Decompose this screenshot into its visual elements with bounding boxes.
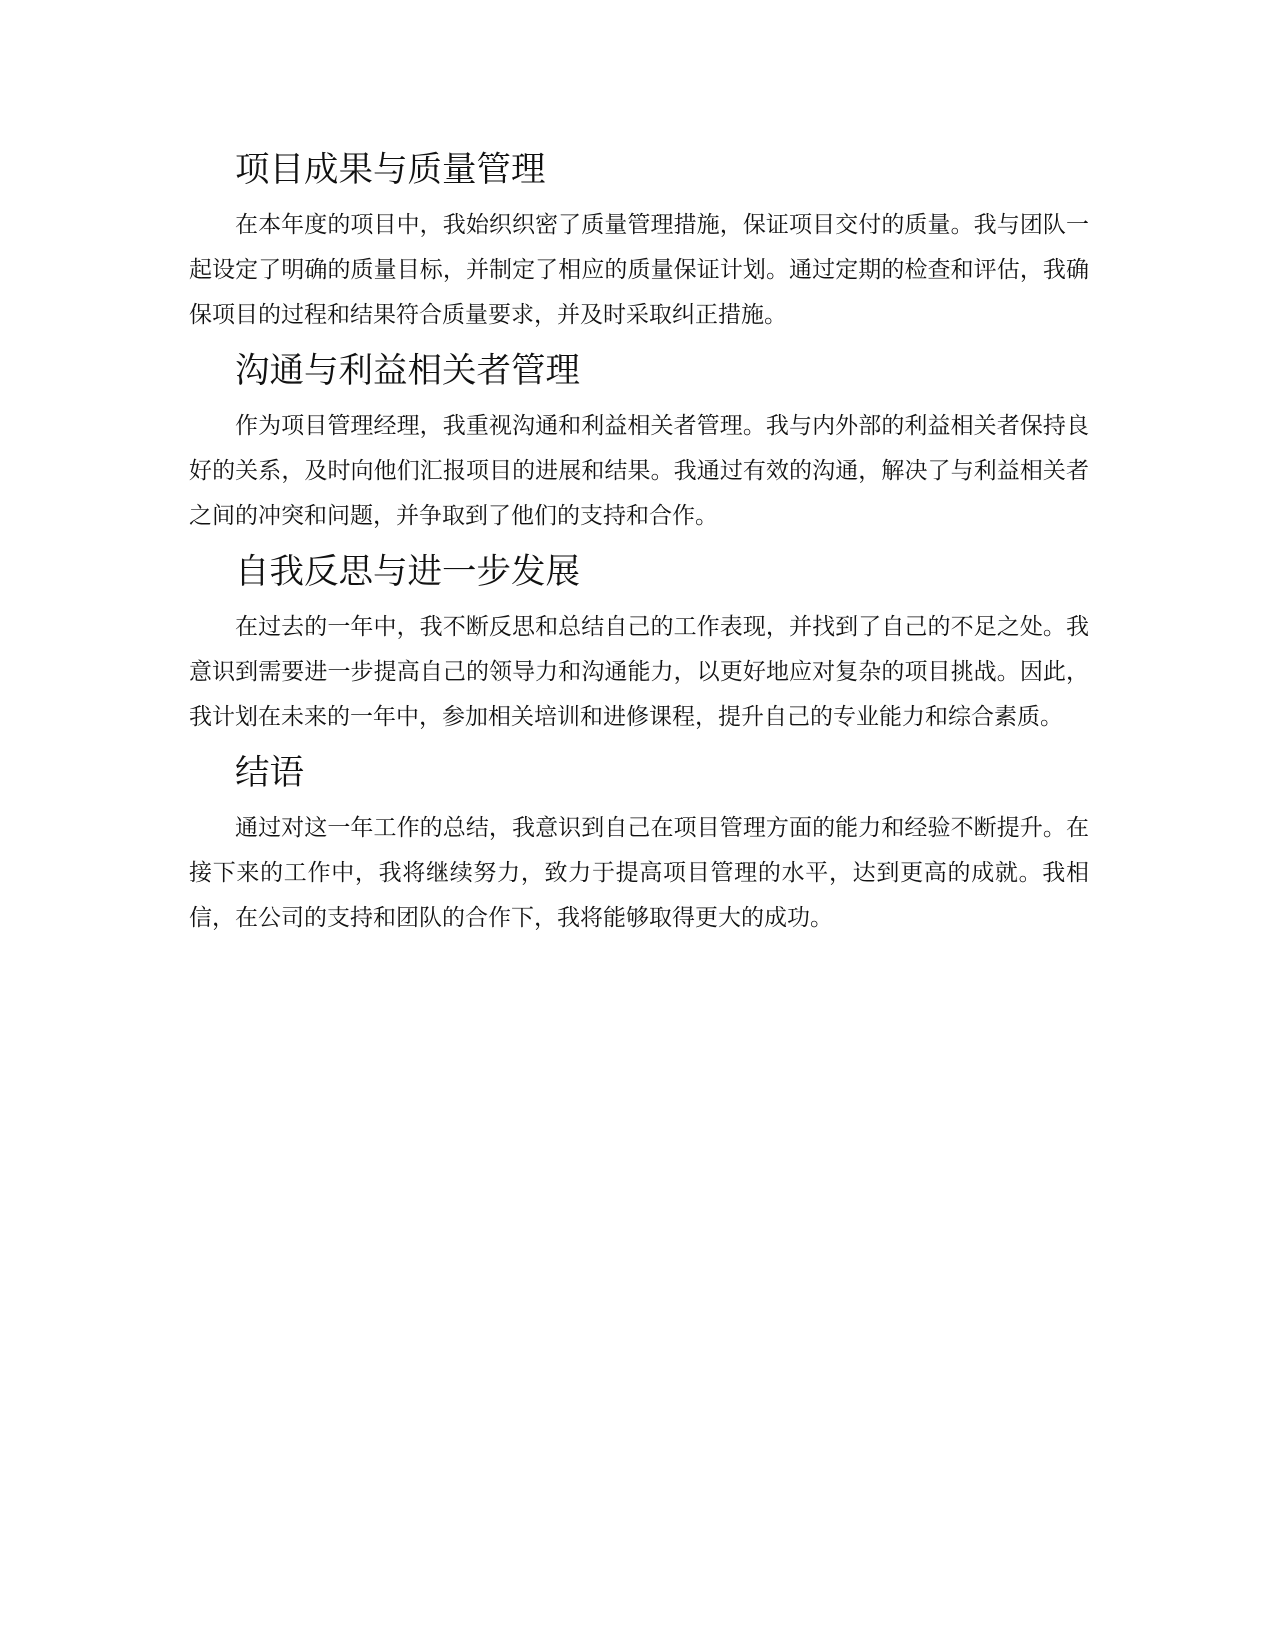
section-heading-communication: 沟通与利益相关者管理: [235, 351, 580, 391]
section-paragraph-quality: 在本年度的项目中，我始织织密了质量管理措施，保证项目交付的质量。我与团队一起设定了明确的质量目标，并制定了相应的质量保证计划。通过定期的检查和评估，我确保项目的过程和结果符合质量要求，并及时采取纠正措施。: [189, 212, 1089, 328]
section-heading-quality: 项目成果与质量管理: [235, 150, 546, 190]
document-body: [189, 148, 1089, 952]
section-heading-reflection: 自我反思与进一步发展: [235, 552, 580, 592]
section-paragraph-reflection: 在过去的一年中，我不断反思和总结自己的工作表现，并找到了自己的不足之处。我意识到需要进一步提高自己的领导力和沟通能力，以更好地应对复杂的项目挑战。因此，我计划在未来的一年中，参加相关培训和进修课程，提升自己的专业能力和综合素质。: [189, 614, 1089, 730]
section-paragraph-communication: 作为项目管理经理，我重视沟通和利益相关者管理。我与内外部的利益相关者保持良好的关系，及时向他们汇报项目的进展和结果。我通过有效的沟通，解决了与利益相关者之间的冲突和问题，并争取到了他们的支持和合作。: [189, 413, 1089, 529]
section-paragraph-conclusion: 通过对这一年工作的总结，我意识到自己在项目管理方面的能力和经验不断提升。在接下来的工作中，我将继续努力，致力于提高项目管理的水平，达到更高的成就。我相信，在公司的支持和团队的合作下，我将能够取得更大的成功。: [189, 815, 1089, 931]
section-heading-conclusion: 结语: [235, 753, 304, 793]
